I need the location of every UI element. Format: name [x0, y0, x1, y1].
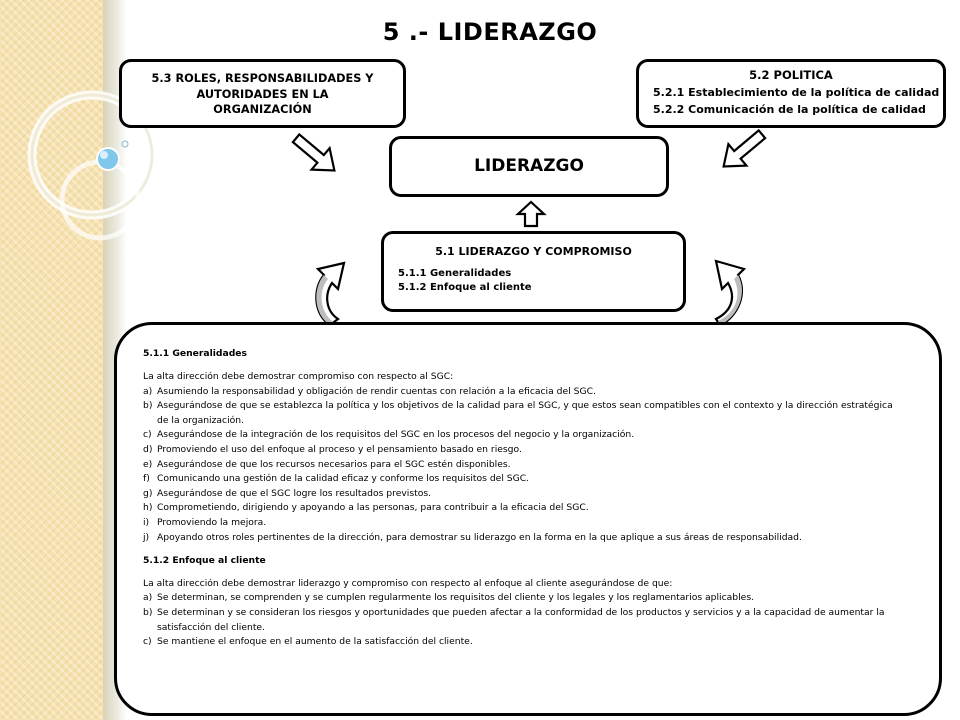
arrow-down-left-icon: [714, 128, 770, 174]
list-item-text: Asegurándose de que los recursos necesarios para el SGC estén disponibles.: [157, 458, 511, 470]
compromiso-item-2: 5.1.2 Enfoque al cliente: [398, 282, 532, 293]
politica-item-2: 5.2.2 Comunicación de la política de calidad: [653, 103, 926, 116]
list-item: [143, 487, 899, 502]
curved-arrow-right-icon: [708, 253, 754, 327]
curved-arrow-left-icon: [308, 255, 354, 327]
list-item: [143, 472, 899, 487]
list-item-text: Promoviendo la mejora.: [157, 517, 267, 529]
liderazgo-label: LIDERAZGO: [474, 156, 584, 176]
detail-intro-generalidades: La alta dirección debe demostrar compromiso con respecto al SGC:: [143, 371, 454, 383]
list-item-text: Asumiendo la responsabilidad y obligación de rendir cuentas con relación a la eficacia del SGC.: [157, 385, 596, 397]
list-item-letter: a): [143, 592, 153, 604]
list-item-letter: b): [143, 400, 153, 412]
list-item: [143, 591, 899, 606]
generalidades-list: [143, 385, 899, 546]
detail-heading-generalidades: 5.1.1 Generalidades: [143, 348, 247, 359]
list-item-letter: g): [143, 487, 153, 499]
politica-item-1: 5.2.1 Establecimiento de la política de calidad: [653, 86, 940, 99]
list-item: [143, 385, 899, 400]
list-item: [143, 458, 899, 473]
list-item-text: Se determinan, se comprenden y se cumplen regularmente los requisitos del cliente y los legales y los reglamentarios aplicables.: [157, 592, 755, 604]
compromiso-box: [381, 231, 686, 312]
list-item-letter: c): [143, 636, 152, 648]
roles-line-3: ORGANIZACIÓN: [213, 103, 312, 116]
list-item-text: Promoviendo el uso del enfoque al proceso y el pensamiento basado en riesgo.: [157, 444, 522, 456]
page-title: 5 .- LIDERAZGO: [382, 18, 598, 46]
list-item-text: Se determinan y se consideran los riesgos y oportunidades que pueden afectar a la conformidad de los productos y servicios y a la capacidad de aumentar la satisfacción del cliente.: [157, 607, 885, 633]
compromiso-item-1: 5.1.1 Generalidades: [398, 268, 512, 279]
list-item-letter: j): [143, 531, 150, 543]
roles-line-2: AUTORIDADES EN LA: [196, 87, 329, 101]
arrow-up-icon: [516, 200, 546, 228]
roles-box: [119, 59, 406, 128]
compromiso-heading: 5.1 LIDERAZGO Y COMPROMISO: [435, 245, 632, 258]
list-item-text: Se mantiene el enfoque en el aumento de la satisfacción del cliente.: [157, 636, 473, 648]
politica-heading: 5.2 POLITICA: [749, 68, 833, 82]
list-item: [143, 399, 899, 428]
arrow-down-right-icon: [288, 132, 344, 178]
list-item: [143, 443, 899, 458]
detail-heading-enfoque: 5.1.2 Enfoque al cliente: [143, 554, 266, 566]
list-item-letter: c): [143, 429, 152, 441]
list-item: [143, 635, 899, 650]
list-item-letter: d): [143, 444, 153, 456]
list-item-text: Asegurándose de la integración de los requisitos del SGC en los procesos del negocio y la organización.: [157, 429, 635, 441]
list-item-letter: b): [143, 607, 153, 618]
detail-intro-enfoque: La alta dirección debe demostrar liderazgo y compromiso con respecto al enfoque al cliente asegurándose de que:: [143, 577, 673, 589]
list-item: [143, 606, 899, 635]
list-item-letter: f): [143, 473, 150, 485]
enfoque-list: [143, 591, 899, 649]
list-item: [143, 531, 899, 546]
roles-line-1: 5.3 ROLES, RESPONSABILIDADES Y: [151, 72, 374, 85]
list-item: [143, 501, 899, 516]
liderazgo-box: [389, 136, 669, 197]
politica-box: [636, 59, 946, 128]
list-item: [143, 516, 899, 531]
list-item-text: Asegurándose de que se establezca la política y los objetivos de la calidad para el SGC, y que estos sean compatibles con el contexto y la dirección estratégica de la organización.: [157, 400, 893, 426]
detail-box: [114, 322, 942, 716]
list-item-text: Apoyando otros roles pertinentes de la dirección, para demostrar su liderazgo en la forma en la que aplique a sus áreas de responsabilidad.: [157, 531, 802, 543]
list-item-letter: e): [143, 458, 153, 470]
list-item-letter: a): [143, 385, 153, 397]
list-item-text: Comprometiendo, dirigiendo y apoyando a las personas, para contribuir a la eficacia del SGC.: [157, 502, 589, 514]
list-item-text: Asegurándose de que el SGC logre los resultados previstos.: [157, 487, 432, 499]
list-item: [143, 428, 899, 443]
list-item-letter: i): [143, 517, 150, 529]
list-item-text: Comunicando una gestión de la calidad eficaz y conforme los requisitos del SGC.: [157, 473, 530, 485]
list-item-letter: h): [143, 502, 153, 514]
